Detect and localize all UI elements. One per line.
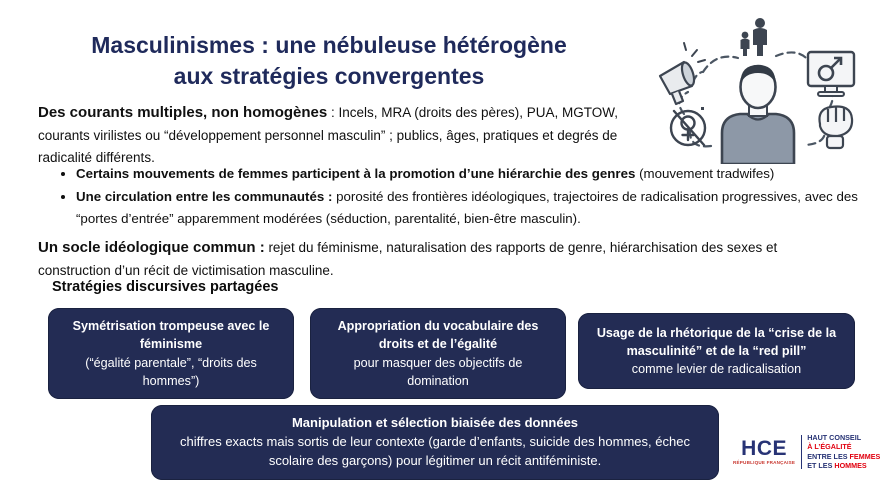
hce-line2-red: À L’ÉGALITÉ xyxy=(807,442,852,452)
strategy-box-rhetorique xyxy=(578,313,855,389)
bullet-1-lead: Certains mouvements de femmes participent à la promotion d’une hiérarchie des genres xyxy=(76,166,636,181)
hce-logo-line-3 xyxy=(807,452,880,461)
bullet-tradwifes xyxy=(76,163,858,184)
socle-text: rejet du féminisme, naturalisation des rapports de genre, hiérarchisation des sexes et construction d’un récit de victimisation masculine. xyxy=(38,240,778,278)
hce-line1-blue: HAUT CONSEIL xyxy=(807,433,862,442)
title-line-2: aux stratégies convergentes xyxy=(173,63,485,90)
hce-line4-blue: ET LES xyxy=(807,461,835,471)
intro-lead: Des courants multiples, non homogènes xyxy=(38,104,328,121)
bullet-2-lead: Une circulation entre les communautés : xyxy=(76,189,333,205)
man-bust-icon xyxy=(722,65,794,164)
page-title xyxy=(18,30,640,92)
strategies-heading: Stratégies discursives partagées xyxy=(52,279,279,295)
intro-paragraph xyxy=(38,101,650,168)
masculinism-cloud-illustration xyxy=(648,12,866,164)
no-female-icon xyxy=(671,107,705,145)
intro-text: : Incels, MRA (droits des pères), PUA, MGTOW, courants virilistes ou “développement personnel masculin” ; publics, âges, pratiques et degrés de radicalité différents. xyxy=(38,105,619,165)
bottom-box-title: Manipulation et sélection biaisée des données xyxy=(291,415,579,430)
bullet-circulation xyxy=(76,186,858,229)
hce-logo-wordmark xyxy=(807,433,880,470)
hce-logo-acronym: HCE xyxy=(741,437,788,461)
hce-logo xyxy=(733,433,880,470)
bottom-box-body: chiffres exacts mais sortis de leur contexte (garde d’enfants, suicide des hommes, échec scolaire des garçons) pour légitimer un récit antiféministe. xyxy=(180,433,690,468)
hce-logo-line-4 xyxy=(807,461,880,470)
hce-logo-line-1 xyxy=(807,433,880,442)
hce-logo-line-2 xyxy=(807,442,880,451)
bullet-list xyxy=(58,163,858,231)
megaphone-icon xyxy=(660,43,705,104)
strategy-box-2-title: Appropriation du vocabulaire des droits et de l’égalité xyxy=(337,319,539,352)
strategy-box-1-title: Symétrisation trompeuse avec le féminisme xyxy=(72,319,270,352)
monitor-mars-icon xyxy=(808,52,854,96)
hce-logo-divider xyxy=(801,435,802,469)
hce-line3-blue: ENTRE LES xyxy=(807,451,850,461)
strategy-box-3-body: comme levier de radicalisation xyxy=(631,362,802,377)
bullet-2-text: porosité des frontières idéologiques, trajectoires de radicalisation progressives, avec des “portes d’entrée” apparemment modérées (séduction, parentalité, bien-être masculin). xyxy=(76,189,858,226)
strategy-box-1-body: (“égalité parentale”, “droits des hommes”) xyxy=(85,355,257,388)
socle-lead: Un socle idéologique commun : xyxy=(38,239,265,256)
bullet-1-text: (mouvement tradwifes) xyxy=(635,166,775,181)
hce-line3-red: FEMMES xyxy=(849,451,880,461)
hce-logo-acronym-block xyxy=(733,438,795,465)
strategy-box-appropriation xyxy=(310,308,566,399)
ideological-base-paragraph xyxy=(38,236,828,282)
strategy-box-manipulation xyxy=(151,405,719,480)
fist-icon xyxy=(819,107,852,149)
hce-line4-red: HOMMES xyxy=(834,461,867,471)
strategy-box-2-body: pour masquer des objectifs de domination xyxy=(353,355,523,388)
strategy-box-symetrisation xyxy=(48,308,294,399)
parent-child-icon xyxy=(741,18,768,56)
hce-logo-republique: RÉPUBLIQUE FRANÇAISE xyxy=(733,460,796,466)
title-line-1: Masculinismes : une nébuleuse hétérogène xyxy=(91,32,567,58)
strategy-box-3-title: Usage de la rhétorique de la “crise de la masculinité” et de la “red pill” xyxy=(596,325,837,358)
